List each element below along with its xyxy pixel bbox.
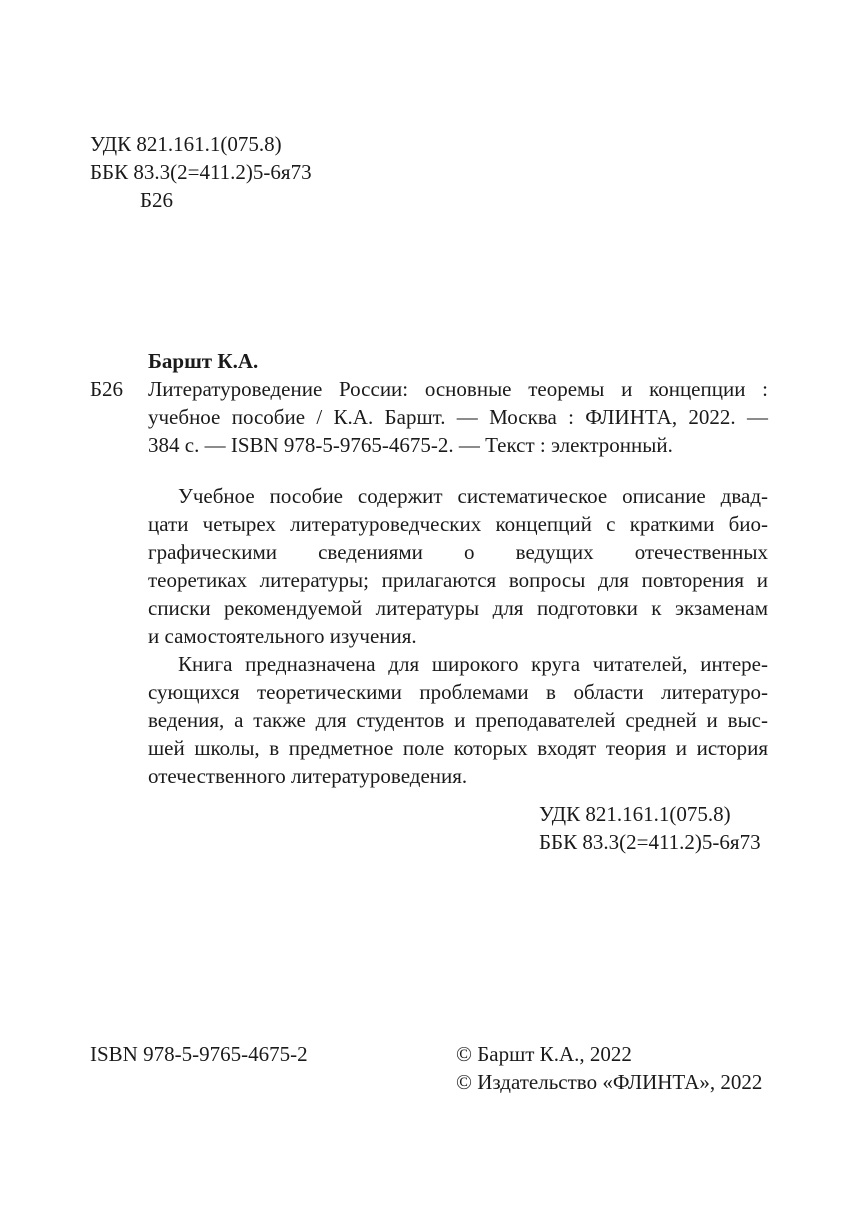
annotation-line: списки рекомендуемой литературы для подготовки к экзаменам <box>148 596 768 620</box>
annotation-line: сующихся теоретическими проблемами в области литературо- <box>148 680 768 704</box>
annotation-line: шей школы, в предметное поле которых входят теория и история <box>148 736 768 760</box>
udk-code-bottom: УДК 821.161.1(075.8) <box>539 802 731 826</box>
annotation-line: и самостоятельного изучения. <box>148 624 417 648</box>
annotation-line: цати четырех литературоведческих концепций с краткими био- <box>148 512 768 536</box>
annotation-line: графическими сведениями о ведущих отечественных <box>148 540 768 564</box>
annotation-line: отечественного литературоведения. <box>148 764 468 788</box>
bbk-code-top: ББК 83.3(2=411.2)5-6я73 <box>90 160 312 184</box>
copyright-publisher: © Издательство «ФЛИНТА», 2022 <box>456 1070 763 1094</box>
bibliographic-line: 384 с. — ISBN 978-5-9765-4675-2. — Текст : электронный. <box>148 433 673 457</box>
annotation-line: Учебное пособие содержит систематическое описание двад- <box>178 484 768 508</box>
udk-code-top: УДК 821.161.1(075.8) <box>90 132 282 156</box>
annotation-line: теоретиках литературы; прилагаются вопросы для повторения и <box>148 568 768 592</box>
copyright-author: © Баршт К.А., 2022 <box>456 1042 632 1066</box>
isbn: ISBN 978-5-9765-4675-2 <box>90 1042 308 1066</box>
annotation-line: ведения, а также для студентов и преподавателей средней и выс- <box>148 708 768 732</box>
bibliographic-line: учебное пособие / К.А. Баршт. — Москва : ФЛИНТА, 2022. — <box>148 405 768 429</box>
bbk-code-bottom: ББК 83.3(2=411.2)5-6я73 <box>539 830 761 854</box>
author-heading: Баршт К.А. <box>148 349 259 373</box>
annotation-line: Книга предназначена для широкого круга читателей, интере- <box>178 652 768 676</box>
author-mark-top: Б26 <box>140 188 174 212</box>
author-mark: Б26 <box>90 377 124 401</box>
annotation <box>148 482 768 790</box>
bibliographic-description <box>148 375 768 459</box>
bibliographic-line: Литературоведение России: основные теоремы и концепции : <box>148 377 768 401</box>
